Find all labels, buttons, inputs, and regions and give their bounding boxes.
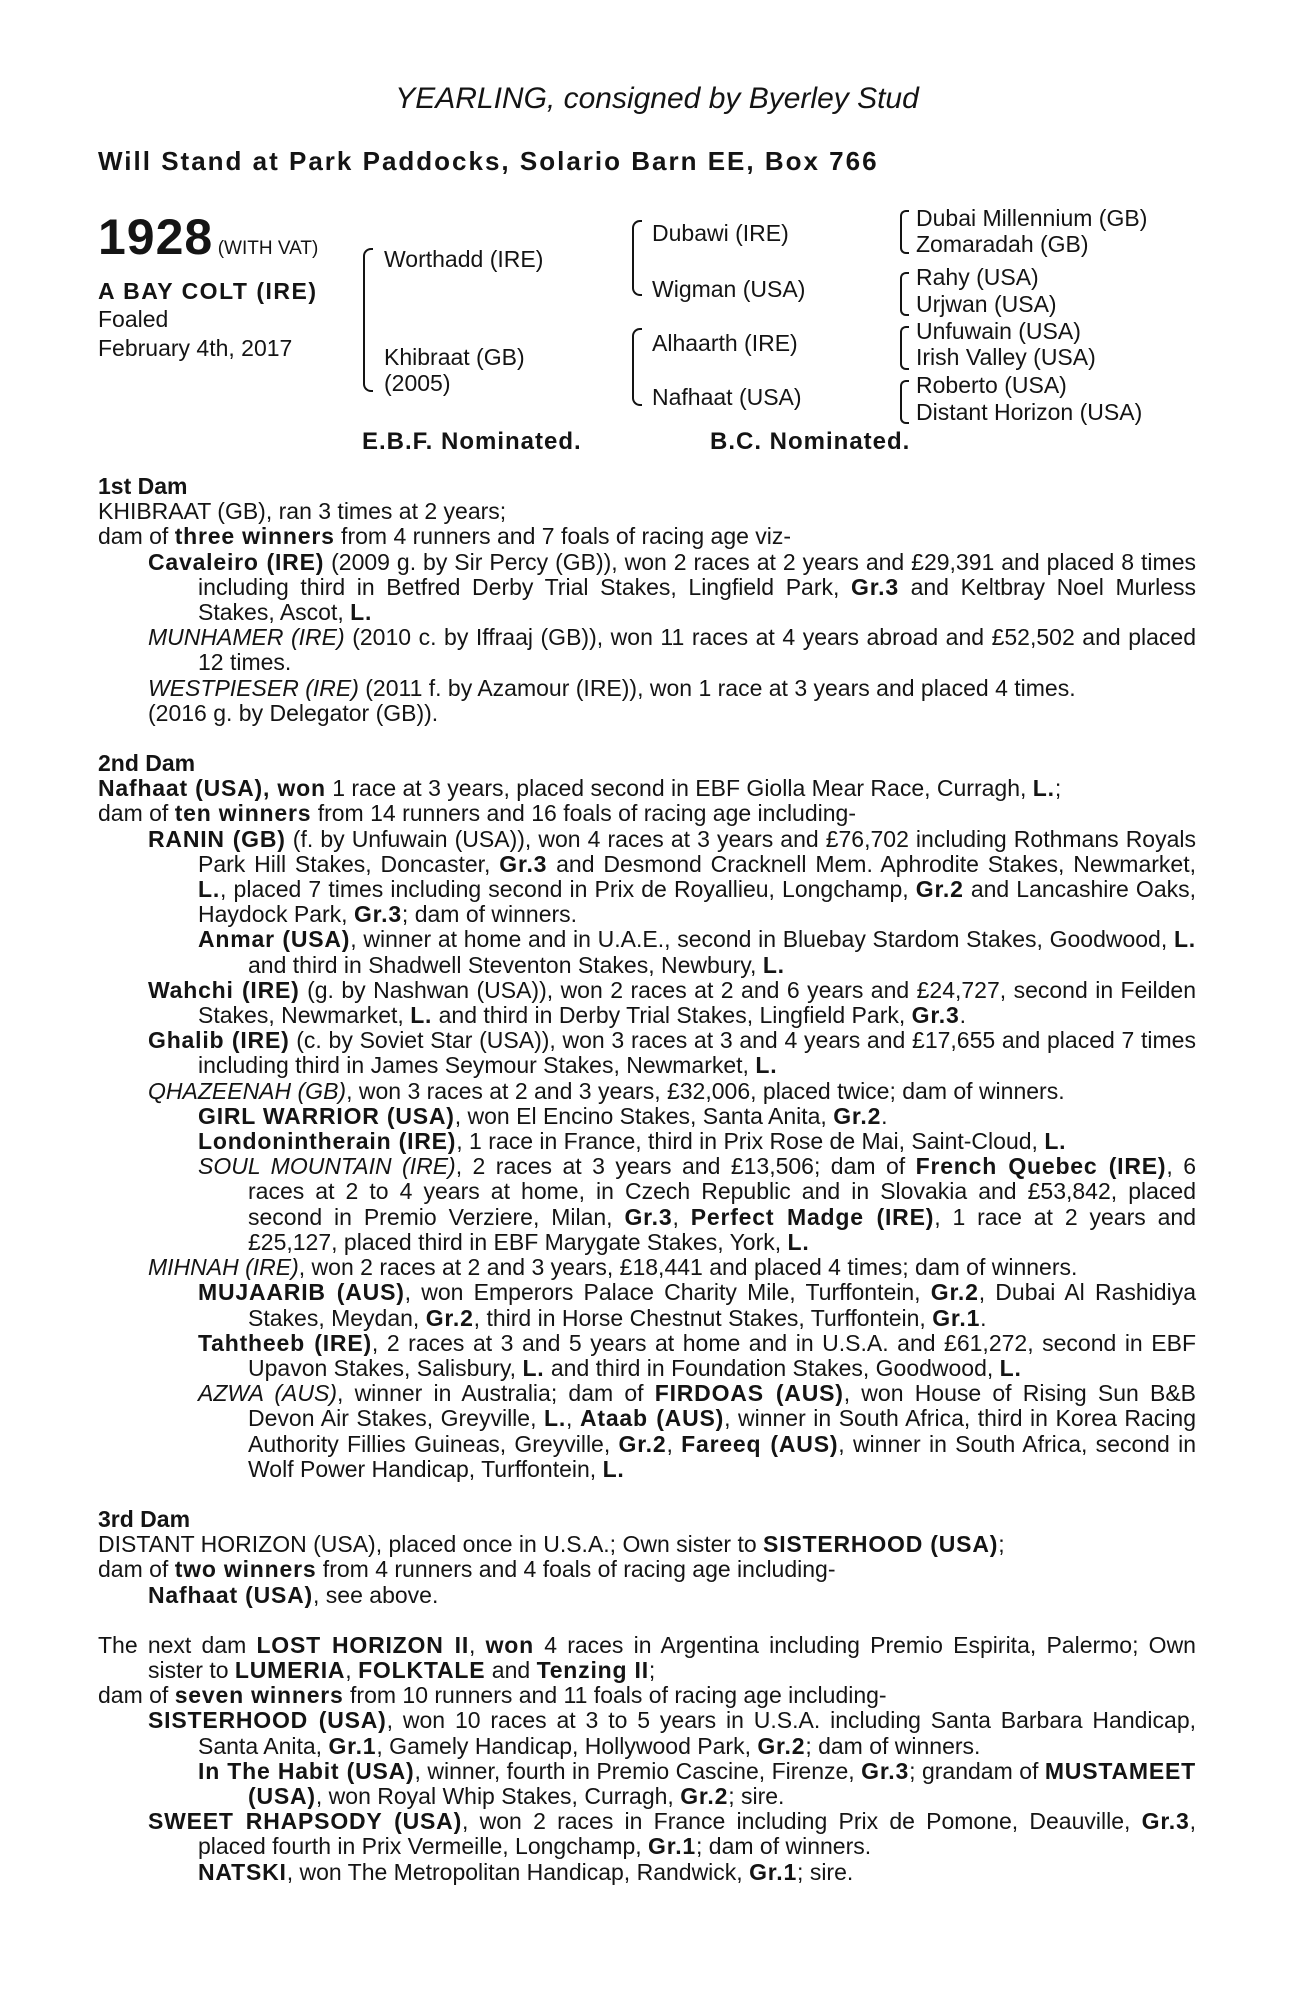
produce-sweet-rhapsody: SWEET RHAPSODY (USA), won 2 races in France including Prix de Pomone, Deauville, Gr.3, placed fourth in Prix Vermeille, Longchamp, Gr.1; dam of winners. bbox=[148, 1808, 1196, 1860]
produce-qhazeenah: QHAZEENAH (GB), won 3 races at 2 and 3 years, £32,006, placed twice; dam of winners. bbox=[148, 1077, 1065, 1104]
produce-2016-foal: (2016 g. by Delegator (GB)). bbox=[148, 699, 439, 726]
first-dam-produce-summary: dam of three winners from 4 runners and 7 foals of racing age viz- bbox=[98, 523, 792, 550]
family-details bbox=[98, 474, 1196, 1885]
pedigree-g4: Urjwan (USA) bbox=[916, 291, 1057, 317]
produce-soul-mountain: SOUL MOUNTAIN (IRE), 2 races at 3 years and £13,506; dam of French Quebec (IRE), 6 races at 2 to 4 years at home, in Czech Republic and in Slovakia and £53,842, placed second in Premio Verziere, Milan, Gr.3, Perfect Madge (IRE), 1 race at 2 years and £25,127, placed third in EBF Marygate Stakes, York, L. bbox=[198, 1153, 1197, 1255]
brace-g3 bbox=[900, 326, 909, 370]
produce-ghalib: Ghalib (IRE) (c. by Soviet Star (USA)), won 3 races at 3 and 4 years and £17,655 and placed 7 times including third in James Seymour Stakes, Newmarket, L. bbox=[148, 1027, 1196, 1079]
second-dam-intro: Nafhaat (USA), won 1 race at 3 years, placed second in EBF Giolla Mear Race, Curragh, L.; bbox=[98, 775, 1062, 802]
produce-ranin: RANIN (GB) (f. by Unfuwain (USA)), won 4 races at 3 years and £76,702 including Rothmans Royals Park Hill Stakes, Doncaster, Gr.3 and Desmond Cracknell Mem. Aphrodite Stakes, Newmarket, L., placed 7 times including second in Prix de Royallieu, Longchamp, Gr.2 and Lancashire Oaks, Haydock Park, Gr.3; dam of winners. bbox=[148, 825, 1197, 928]
catalogue-title: YEARLING, consigned by Byerley Stud bbox=[395, 82, 919, 115]
produce-tahtheeb: Tahtheeb (IRE), 2 races at 3 and 5 years at home and in U.S.A. and £61,272, second in EBF Upavon Stakes, Salisbury, L. and third in Foundation Stakes, Goodwood, L. bbox=[198, 1329, 1196, 1381]
third-dam-produce-nafhaat: Nafhaat (USA), see above. bbox=[148, 1581, 439, 1608]
brace-g2 bbox=[900, 272, 909, 316]
produce-cavaleiro: Cavaleiro (IRE) (2009 g. by Sir Percy (GB)), won 2 races at 2 years and £29,391 and placed 8 times including third in Betfred Derby Trial Stakes, Lingfield Park, Gr.3 and Keltbray Noel Murless Stakes, Ascot, L. bbox=[148, 548, 1196, 626]
next-dam-intro: The next dam LOST HORIZON II, won 4 races in Argentina including Premio Espirita, Palermo; Own sister to LUMERIA, FOLKTALE and Tenzing II; bbox=[98, 1631, 1196, 1683]
next-dam-produce-summary: dam of seven winners from 10 runners and 11 foals of racing age including- bbox=[98, 1682, 887, 1709]
produce-girl-warrior: GIRL WARRIOR (USA), won El Encino Stakes, Santa Anita, Gr.2. bbox=[198, 1102, 888, 1129]
produce-sisterhood: SISTERHOOD (USA), won 10 races at 3 to 5 years in U.S.A. including Santa Barbara Handicap, Santa Anita, Gr.1, Gamely Handicap, Hollywood Park, Gr.2; dam of winners. bbox=[148, 1707, 1196, 1759]
brace-g1 bbox=[900, 210, 909, 254]
pedigree-dam-dam: Nafhaat (USA) bbox=[652, 384, 802, 410]
vat-note: (WITH VAT) bbox=[217, 238, 319, 259]
produce-londonintherain: Londonintherain (IRE), 1 race in France, third in Prix Rose de Mai, Saint-Cloud, L. bbox=[198, 1128, 1067, 1155]
pedigree-g5: Unfuwain (USA) bbox=[916, 318, 1081, 344]
first-dam-heading: 1st Dam bbox=[98, 473, 188, 499]
foaled-date: February 4th, 2017 bbox=[98, 335, 293, 361]
lot-heading bbox=[98, 208, 318, 266]
produce-wahchi: Wahchi (IRE) (g. by Nashwan (USA)), won 2 races at 2 and 6 years and £24,727, second in Feilden Stakes, Newmarket, L. and third in Derby Trial Stakes, Lingfield Park, Gr.3. bbox=[148, 976, 1196, 1029]
third-dam-produce-summary: dam of two winners from 4 runners and 4 foals of racing age including- bbox=[98, 1556, 836, 1583]
produce-natski: NATSKI, won The Metropolitan Handicap, Randwick, Gr.1; sire. bbox=[198, 1858, 854, 1885]
pedigree-sire-dam: Wigman (USA) bbox=[652, 276, 806, 302]
stand-location: Will Stand at Park Paddocks, Solario Barn EE, Box 766 bbox=[98, 146, 879, 176]
pedigree-sire-sire: Dubawi (IRE) bbox=[652, 220, 789, 246]
pedigree-dam-year: (2005) bbox=[384, 370, 451, 396]
lot-number: 1928 bbox=[98, 209, 214, 265]
brace-g4 bbox=[900, 380, 909, 424]
pedigree-sire: Worthadd (IRE) bbox=[384, 246, 544, 272]
produce-munhamer: MUNHAMER (IRE) (2010 c. by Iffraaj (GB)), won 11 races at 4 years abroad and £52,502 and placed 12 times. bbox=[148, 624, 1196, 676]
lot-description: A BAY COLT (IRE) bbox=[98, 278, 318, 304]
brace-sire-parents bbox=[632, 220, 642, 296]
brace-dam-parents bbox=[632, 328, 642, 406]
third-dam-heading: 3rd Dam bbox=[98, 1505, 191, 1532]
pedigree-g7: Roberto (USA) bbox=[916, 372, 1067, 398]
pedigree-g6: Irish Valley (USA) bbox=[916, 344, 1096, 370]
pedigree-dam: Khibraat (GB) bbox=[384, 344, 525, 370]
pedigree-g3: Rahy (USA) bbox=[916, 264, 1039, 290]
brace-parents bbox=[363, 248, 373, 392]
foaled-info bbox=[98, 305, 292, 363]
ebf-nominated: E.B.F. Nominated. bbox=[362, 428, 582, 455]
produce-azwa: AZWA (AUS), winner in Australia; dam of FIRDOAS (AUS), won House of Rising Sun B&B Devon Air Stakes, Greyville, L., Ataab (AUS), winner in South Africa, third in Korea Racing Authority Fillies Guineas, Greyville, Gr.2, Fareeq (AUS), winner in South Africa, second in Wolf Power Handicap, Turffontein, L. bbox=[198, 1380, 1197, 1482]
foaled-label: Foaled bbox=[98, 306, 169, 332]
pedigree-dam-sire: Alhaarth (IRE) bbox=[652, 330, 798, 356]
produce-westpieser: WESTPIESER (IRE) (2011 f. by Azamour (IRE)), won 1 race at 3 years and placed 4 times. bbox=[148, 674, 1076, 701]
pedigree-g1: Dubai Millennium (GB) bbox=[916, 205, 1148, 231]
produce-anmar: Anmar (USA), winner at home and in U.A.E., second in Bluebay Stardom Stakes, Goodwood, L. and third in Shadwell Steventon Stakes, Newbury, L. bbox=[198, 926, 1196, 978]
second-dam-heading: 2nd Dam bbox=[98, 750, 196, 777]
third-dam-intro: DISTANT HORIZON (USA), placed once in U.S.A.; Own sister to SISTERHOOD (USA); bbox=[98, 1531, 1005, 1558]
bc-nominated: B.C. Nominated. bbox=[710, 428, 911, 455]
first-dam-intro: KHIBRAAT (GB), ran 3 times at 2 years; bbox=[98, 498, 507, 525]
produce-mihnah: MIHNAH (IRE), won 2 races at 2 and 3 years, £18,441 and placed 4 times; dam of winners. bbox=[148, 1254, 1078, 1281]
produce-mujaarib: MUJAARIB (AUS), won Emperors Palace Charity Mile, Turffontein, Gr.2, Dubai Al Rashidiya Stakes, Meydan, Gr.2, third in Horse Chestnut Stakes, Turffontein, Gr.1. bbox=[198, 1279, 1196, 1331]
pedigree-g2: Zomaradah (GB) bbox=[916, 231, 1089, 257]
pedigree-g8: Distant Horizon (USA) bbox=[916, 399, 1143, 425]
second-dam-produce-summary: dam of ten winners from 14 runners and 16 foals of racing age including- bbox=[98, 800, 856, 827]
produce-in-the-habit: In The Habit (USA), winner, fourth in Premio Cascine, Firenze, Gr.3; grandam of MUSTAMEET (USA), won Royal Whip Stakes, Curragh, Gr.2; sire. bbox=[198, 1757, 1196, 1809]
